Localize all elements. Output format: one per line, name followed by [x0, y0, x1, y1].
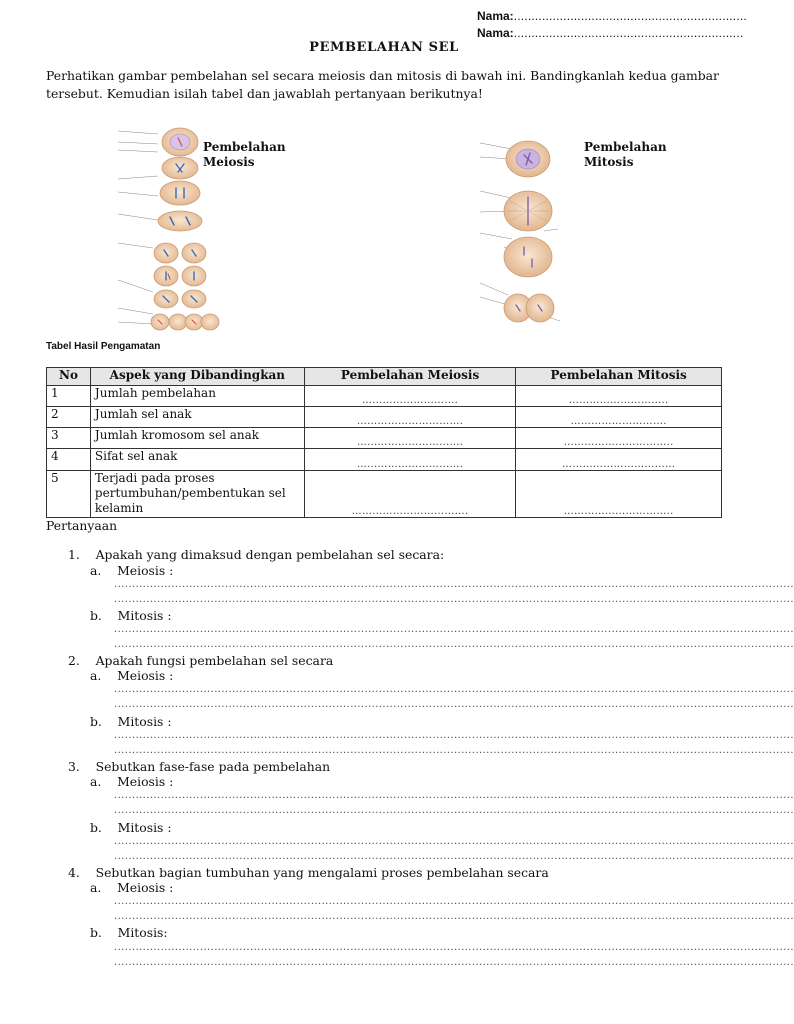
question-1b	[90, 608, 172, 623]
question-4a	[90, 880, 173, 895]
col-header-aspek: Aspek yang Dibandingkan	[90, 368, 304, 386]
meiosis-figure-label	[203, 140, 286, 170]
answer-line[interactable]: ..............................................................................................................................................................................................	[114, 745, 794, 756]
question-number: 1.	[68, 547, 80, 562]
row-aspek: Jumlah pembelahan	[90, 386, 304, 407]
question-3a	[90, 774, 173, 789]
row-aspek: Terjadi pada proses pertumbuhan/pembentukan sel kelamin	[90, 471, 304, 518]
option-label: Meiosis :	[117, 774, 174, 789]
answer-line[interactable]: ..............................................................................................................................................................................................	[114, 639, 794, 650]
question-1	[68, 547, 444, 562]
row-no: 4	[47, 449, 91, 471]
option-label: Mitosis :	[117, 714, 172, 729]
row-no: 3	[47, 428, 91, 449]
row-mitosis-answer[interactable]: …………………………..	[516, 428, 722, 449]
questions-heading: Pertanyaan	[46, 518, 118, 533]
row-meiosis-answer[interactable]: ………………………….	[304, 428, 516, 449]
row-aspek: Sifat sel anak	[90, 449, 304, 471]
col-header-meiosis: Pembelahan Meiosis	[304, 368, 516, 386]
row-mitosis-answer[interactable]: ………………………..	[516, 386, 722, 407]
answer-line[interactable]: ..............................................................................................................................................................................................	[114, 896, 794, 907]
question-1a	[90, 563, 173, 578]
question-2	[68, 653, 333, 668]
answer-line[interactable]: ..............................................................................................................................................................................................	[114, 851, 794, 862]
question-2b	[90, 714, 172, 729]
option-letter: b.	[90, 714, 102, 729]
answer-line[interactable]: ..............................................................................................................................................................................................	[114, 579, 794, 590]
question-2a	[90, 668, 173, 683]
observation-table	[46, 367, 722, 518]
question-text: Sebutkan bagian tumbuhan yang mengalami proses pembelahan secara	[95, 865, 549, 880]
question-number: 4.	[68, 865, 80, 880]
answer-line[interactable]: ..............................................................................................................................................................................................	[114, 699, 794, 710]
row-mitosis-answer[interactable]: …………………………..	[516, 471, 722, 518]
answer-line[interactable]: ..............................................................................................................................................................................................	[114, 790, 794, 801]
row-meiosis-answer[interactable]: …………………………….	[304, 471, 516, 518]
question-3	[68, 759, 330, 774]
name-label-2: Nama:	[477, 26, 514, 40]
table-row	[47, 449, 722, 471]
row-meiosis-answer[interactable]: ………………………….	[304, 407, 516, 428]
table-caption: Tabel Hasil Pengamatan	[46, 341, 161, 352]
answer-line[interactable]: ..............................................................................................................................................................................................	[114, 624, 794, 635]
option-letter: a.	[90, 774, 102, 789]
question-text: Apakah yang dimaksud dengan pembelahan sel secara:	[95, 547, 445, 562]
name-field-2[interactable]	[477, 26, 743, 40]
answer-line[interactable]: ..............................................................................................................................................................................................	[114, 805, 794, 816]
row-mitosis-answer[interactable]: ……………………………	[516, 449, 722, 471]
row-aspek: Jumlah sel anak	[90, 407, 304, 428]
option-label: Meiosis :	[117, 563, 174, 578]
name-field-1[interactable]	[477, 9, 747, 23]
meiosis-label-line1: Pembelahan	[203, 140, 286, 154]
mitosis-figure-label	[584, 140, 667, 170]
table-row	[47, 471, 722, 518]
question-4b	[90, 925, 168, 940]
page-title: PEMBELAHAN SEL	[309, 40, 459, 55]
intro-paragraph: Perhatikan gambar pembelahan sel secara meiosis dan mitosis di bawah ini. Bandingkanlah kedua gambar tersebut. Kemudian isilah tabel dan jawablah pertanyaan berikutnya!	[46, 68, 719, 101]
question-text: Apakah fungsi pembelahan sel secara	[95, 653, 334, 668]
answer-line[interactable]: ..............................................................................................................................................................................................	[114, 594, 794, 605]
question-number: 2.	[68, 653, 80, 668]
answer-line[interactable]: ..............................................................................................................................................................................................	[114, 684, 794, 695]
name-dots-2: .................................................................	[513, 26, 744, 40]
answer-line[interactable]: ..............................................................................................................................................................................................	[114, 836, 794, 847]
table-row	[47, 428, 722, 449]
question-4	[68, 865, 549, 880]
col-header-no: No	[47, 368, 91, 386]
question-3b	[90, 820, 172, 835]
option-letter: a.	[90, 668, 102, 683]
row-mitosis-answer[interactable]: ……………………….	[516, 407, 722, 428]
option-label: Meiosis :	[117, 668, 174, 683]
question-text: Sebutkan fase-fase pada pembelahan	[95, 759, 331, 774]
option-letter: b.	[90, 820, 102, 835]
name-label-1: Nama:	[477, 9, 514, 23]
row-aspek: Jumlah kromosom sel anak	[90, 428, 304, 449]
option-label: Meiosis :	[117, 880, 174, 895]
option-label: Mitosis :	[117, 820, 172, 835]
answer-line[interactable]: ..............................................................................................................................................................................................	[114, 911, 794, 922]
answer-line[interactable]: ..............................................................................................................................................................................................	[114, 730, 794, 741]
mitosis-label-line2: Mitosis	[584, 155, 634, 169]
row-no: 2	[47, 407, 91, 428]
mitosis-label-line1: Pembelahan	[584, 140, 667, 154]
answer-line[interactable]: ..............................................................................................................................................................................................	[114, 942, 794, 953]
table-row	[47, 386, 722, 407]
row-meiosis-answer[interactable]: ……………………….	[304, 386, 516, 407]
name-dots-1: ..................................................................	[513, 9, 747, 23]
question-number: 3.	[68, 759, 80, 774]
option-letter: b.	[90, 925, 102, 940]
table-row	[47, 407, 722, 428]
row-meiosis-answer[interactable]: ………………………….	[304, 449, 516, 471]
option-letter: b.	[90, 608, 102, 623]
row-no: 1	[47, 386, 91, 407]
answer-line[interactable]: ..............................................................................................................................................................................................	[114, 957, 794, 968]
option-label: Mitosis :	[117, 608, 172, 623]
option-letter: a.	[90, 563, 102, 578]
meiosis-label-line2: Meiosis	[203, 155, 255, 169]
option-label: Mitosis:	[117, 925, 168, 940]
option-letter: a.	[90, 880, 102, 895]
col-header-mitosis: Pembelahan Mitosis	[516, 368, 722, 386]
row-no: 5	[47, 471, 91, 518]
table-header-row	[47, 368, 722, 386]
